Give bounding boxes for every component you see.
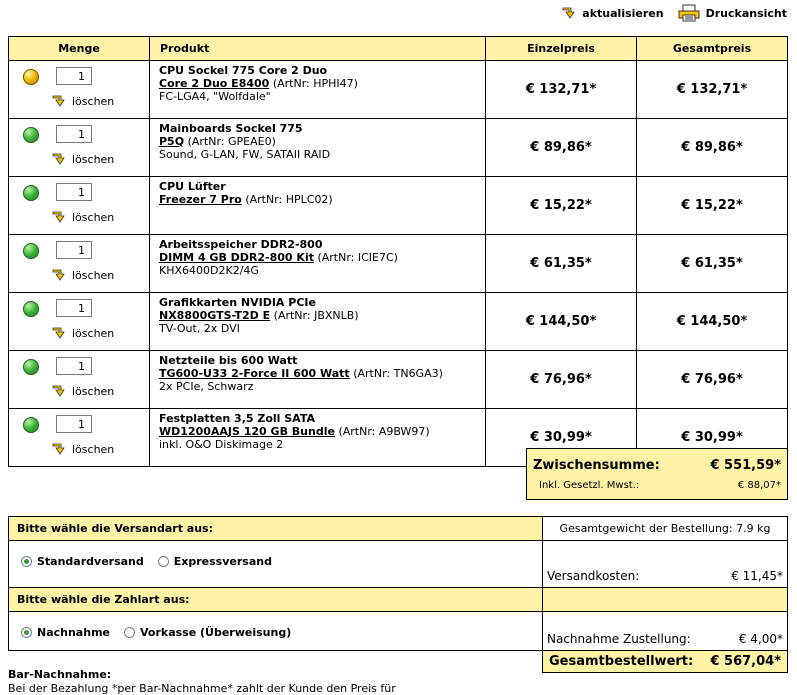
order-weight: Gesamtgewicht der Bestellung: 7.9 kg (543, 517, 788, 541)
shipping-radio[interactable] (158, 556, 169, 567)
quantity-input[interactable] (56, 415, 92, 433)
payment-options (9, 612, 543, 651)
delete-label: löschen (72, 443, 115, 456)
subtotal-label: Zwischensumme: (533, 458, 660, 473)
delete-button[interactable] (51, 94, 114, 109)
delete-arrow-icon (51, 94, 66, 109)
payment-option[interactable] (21, 626, 110, 639)
payment-cost-label: Nachnahme Zustellung: (547, 632, 691, 646)
product-info: Sound, G-LAN, FW, SATAII RAID (159, 148, 331, 161)
update-label: aktualisieren (582, 6, 664, 20)
shipping-method-header: Bitte wähle die Versandart aus: (9, 517, 543, 541)
delete-arrow-icon (51, 384, 66, 399)
print-view-link[interactable] (678, 4, 787, 22)
delete-label: löschen (72, 327, 115, 340)
shipping-cost-label: Versandkosten: (547, 569, 640, 583)
shipping-option-label: Expressversand (173, 555, 272, 568)
cart-row (9, 351, 788, 409)
cart-header-row (9, 37, 788, 61)
availability-status-icon (23, 185, 39, 201)
product-cell (150, 293, 486, 351)
payment-radio[interactable] (21, 627, 32, 638)
delete-button[interactable] (51, 442, 114, 457)
delete-button[interactable] (51, 210, 114, 225)
product-artnr: (ArtNr: JBXNLB) (273, 309, 359, 322)
product-artnr: (ArtNr: TN6GA3) (353, 367, 443, 380)
update-arrow-icon (561, 6, 576, 21)
unit-price: € 61,35* (486, 235, 637, 293)
qty-cell (9, 235, 150, 293)
delete-arrow-icon (51, 152, 66, 167)
product-artnr: (ArtNr: HPHI47) (272, 77, 358, 90)
payment-option-label: Nachnahme (37, 626, 110, 639)
product-cell (150, 409, 486, 467)
product-name-link[interactable]: TG600-U33 2-Force II 600 Watt (159, 367, 350, 380)
product-name-link[interactable]: NX8800GTS-T2D E (159, 309, 271, 322)
cart-row (9, 293, 788, 351)
product-artnr: (ArtNr: ICIE7C) (317, 251, 398, 264)
printer-icon (678, 4, 700, 22)
availability-status-icon (23, 127, 39, 143)
delete-label: löschen (72, 153, 115, 166)
subtotal-box (526, 448, 788, 500)
cart-row (9, 61, 788, 119)
unit-price-column-header: Einzelpreis (486, 37, 637, 61)
payment-option[interactable] (124, 626, 291, 639)
product-name-link[interactable]: Freezer 7 Pro (159, 193, 242, 206)
product-info: 2x PCIe, Schwarz (159, 380, 254, 393)
product-name-link[interactable]: DIMM 4 GB DDR2-800 Kit (159, 251, 314, 264)
quantity-input[interactable] (56, 241, 92, 259)
total-price: € 61,35* (637, 235, 788, 293)
qty-cell (9, 351, 150, 409)
delete-arrow-icon (51, 268, 66, 283)
shipping-payment-table (8, 516, 788, 673)
total-price: € 89,86* (637, 119, 788, 177)
shipping-cost-value: € 11,45* (731, 569, 783, 583)
product-cell (150, 177, 486, 235)
vat-value: € 88,07* (737, 480, 781, 491)
qty-cell (9, 119, 150, 177)
grand-total-label: Gesamtbestellwert: (549, 654, 694, 669)
payment-header-spacer (543, 588, 788, 612)
total-price: € 15,22* (637, 177, 788, 235)
delete-label: löschen (72, 385, 115, 398)
cod-title: Bar-Nachnahme: (8, 668, 112, 681)
product-artnr: (ArtNr: GPEAE0) (187, 135, 276, 148)
qty-cell (9, 61, 150, 119)
unit-price: € 144,50* (486, 293, 637, 351)
availability-status-icon (23, 417, 39, 433)
cart-table (8, 36, 788, 467)
quantity-input[interactable] (56, 125, 92, 143)
shipping-option[interactable] (158, 555, 272, 568)
qty-cell (9, 409, 150, 467)
unit-price: € 15,22* (486, 177, 637, 235)
subtotal-value: € 551,59* (710, 458, 781, 473)
availability-status-icon (23, 301, 39, 317)
product-category: Mainboards Sockel 775 (159, 122, 303, 135)
product-category: Grafikkarten NVIDIA PCIe (159, 296, 316, 309)
product-category: CPU Sockel 775 Core 2 Duo (159, 64, 328, 77)
availability-status-icon (23, 359, 39, 375)
availability-status-icon (23, 243, 39, 259)
payment-method-header: Bitte wähle die Zahlart aus: (9, 588, 543, 612)
delete-label: löschen (72, 95, 115, 108)
availability-status-icon (23, 69, 39, 85)
delete-arrow-icon (51, 442, 66, 457)
qty-cell (9, 177, 150, 235)
product-category: Netzteile bis 600 Watt (159, 354, 298, 367)
grand-total-box (543, 651, 788, 673)
product-name-link[interactable]: P5Q (159, 135, 185, 148)
product-info: KHX6400D2K2/4G (159, 264, 259, 277)
unit-price: € 132,71* (486, 61, 637, 119)
cart-row (9, 119, 788, 177)
product-category: CPU Lüfter (159, 180, 226, 193)
product-category: Arbeitsspeicher DDR2-800 (159, 238, 323, 251)
quantity-input[interactable] (56, 67, 92, 85)
grand-total-value: € 567,04* (710, 654, 781, 669)
unit-price: € 76,96* (486, 351, 637, 409)
product-info: inkl. O&O Diskimage 2 (159, 438, 284, 451)
product-column-header: Produkt (150, 37, 486, 61)
total-price: € 132,71* (637, 61, 788, 119)
vat-label: Inkl. Gesetzl. Mwst.: (539, 480, 640, 491)
delete-button[interactable] (51, 326, 114, 341)
unit-price: € 30,99* (486, 409, 637, 467)
shipping-option-label: Standardversand (37, 555, 144, 568)
product-info: TV-Out, 2x DVI (159, 322, 240, 335)
unit-price: € 89,86* (486, 119, 637, 177)
shipping-option[interactable] (21, 555, 144, 568)
delete-arrow-icon (51, 210, 66, 225)
quantity-input[interactable] (56, 357, 92, 375)
qty-cell (9, 293, 150, 351)
shipping-cost-cell (543, 541, 788, 588)
shipping-radio[interactable] (21, 556, 32, 567)
product-name-link[interactable]: Core 2 Duo E8400 (159, 77, 270, 90)
delete-arrow-icon (51, 326, 66, 341)
cod-description: Bei der Bezahlung *per Bar-Nachnahme* zahlt der Kunde den Preis für (8, 682, 396, 695)
qty-column-header: Menge (9, 37, 150, 61)
product-category: Festplatten 3,5 Zoll SATA (159, 412, 316, 425)
cart-row (9, 235, 788, 293)
delete-button[interactable] (51, 152, 114, 167)
product-cell (150, 61, 486, 119)
delete-label: löschen (72, 211, 115, 224)
payment-cost-cell (543, 612, 788, 651)
total-price-column-header: Gesamtpreis (637, 37, 788, 61)
quantity-input[interactable] (56, 299, 92, 317)
top-actions (561, 4, 787, 22)
delete-label: löschen (72, 269, 115, 282)
product-cell (150, 119, 486, 177)
total-price: € 144,50* (637, 293, 788, 351)
payment-radio[interactable] (124, 627, 135, 638)
print-view-label: Druckansicht (705, 6, 787, 20)
total-price: € 30,99* (637, 409, 788, 467)
delete-button[interactable] (51, 384, 114, 399)
shipping-options (9, 541, 543, 588)
quantity-input[interactable] (56, 183, 92, 201)
product-artnr: (ArtNr: A9BW97) (338, 425, 430, 438)
delete-button[interactable] (51, 268, 114, 283)
product-name-link[interactable]: WD1200AAJS 120 GB Bundle (159, 425, 335, 438)
update-link[interactable] (561, 6, 663, 21)
payment-option-label: Vorkasse (Überweisung) (140, 626, 292, 639)
cart-row (9, 177, 788, 235)
product-artnr: (ArtNr: HPLC02) (245, 193, 333, 206)
product-info: FC-LGA4, "Wolfdale" (159, 90, 271, 103)
total-price: € 76,96* (637, 351, 788, 409)
product-cell (150, 235, 486, 293)
payment-cost-value: € 4,00* (738, 632, 783, 646)
product-cell (150, 351, 486, 409)
